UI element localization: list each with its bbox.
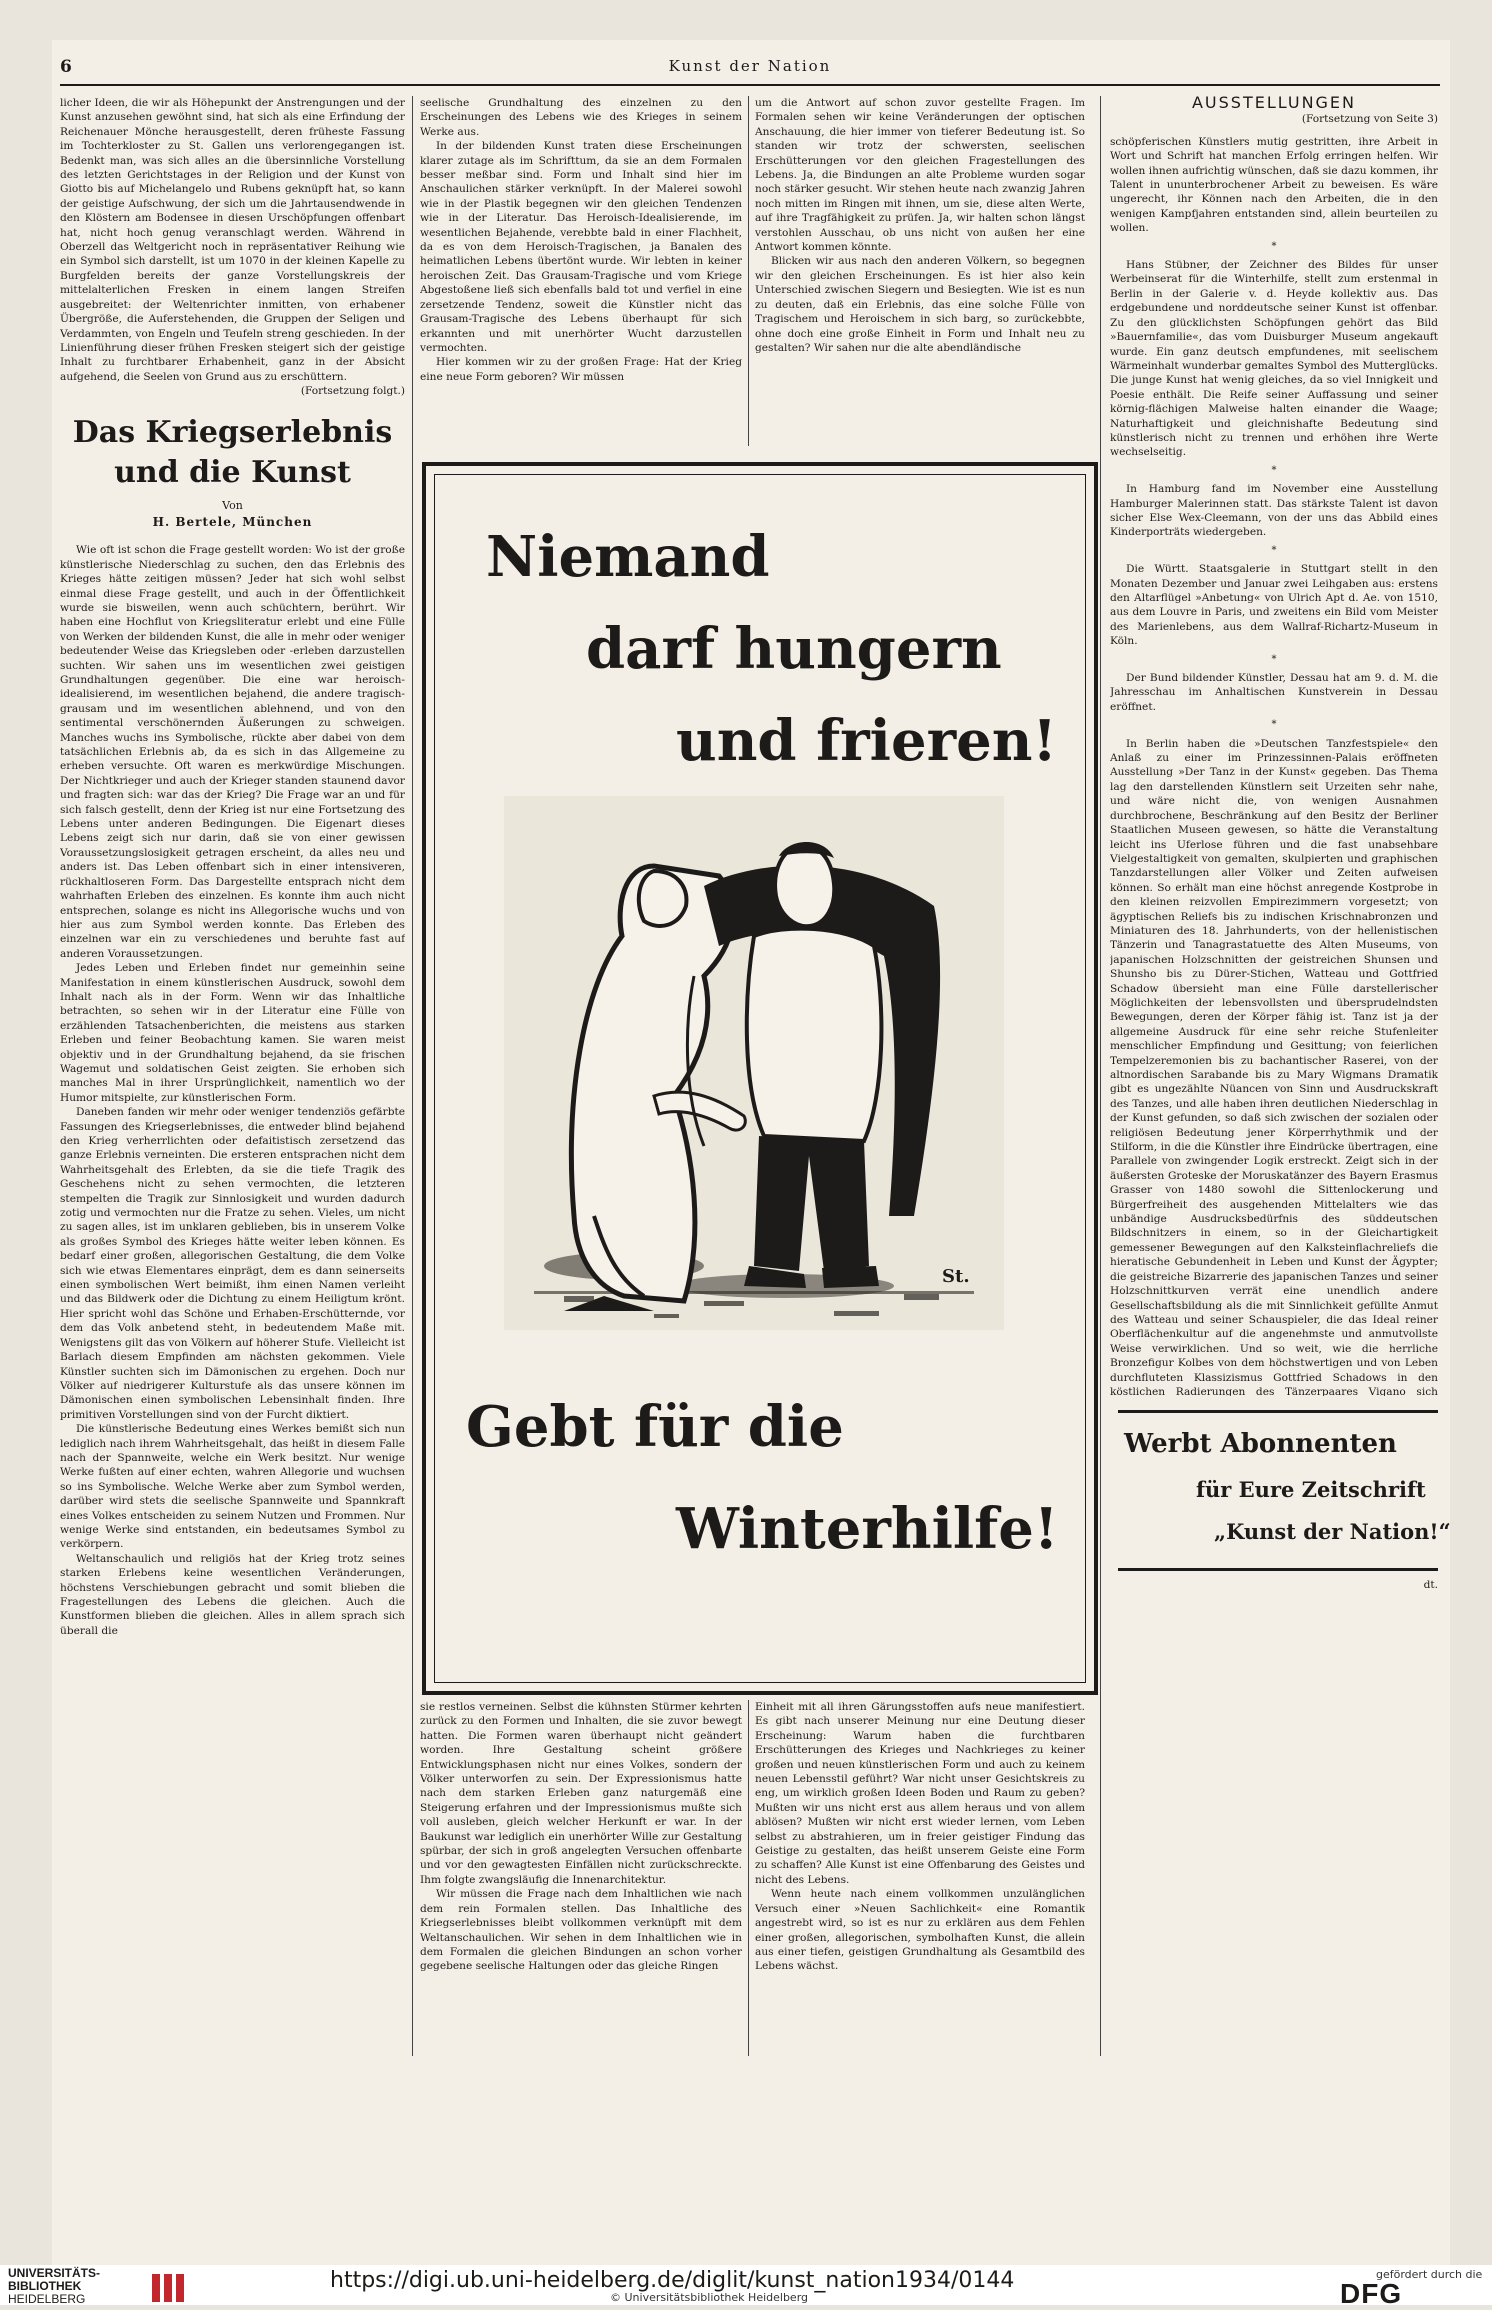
column-divider bbox=[1100, 96, 1101, 2056]
poster-line-3: und frieren! bbox=[676, 708, 1058, 774]
section-title: AUSSTELLUNGEN bbox=[1191, 96, 1357, 112]
separator-star: * bbox=[1271, 719, 1277, 731]
dfg-logo: DFG bbox=[1340, 2278, 1403, 2309]
separator-star: * bbox=[1271, 544, 1277, 556]
poster-line-4: Gebt für die bbox=[466, 1394, 844, 1460]
winterhilfe-poster bbox=[422, 462, 1098, 1695]
separator-star: * bbox=[1271, 464, 1277, 476]
subscription-ad bbox=[1118, 1410, 1451, 1571]
column-2-bottom bbox=[420, 1700, 742, 2056]
paragraph: Wir müssen die Frage nach dem Inhaltlichen wie nach dem rein Formalen stellen. Das Inhaltliche des Kriegserlebnisses bleibt vollkommen verknüpft mit dem Weltanschaulichen. Wir sehen in dem Inhaltlichen wie in dem Formalen die gleichen Bindungen an schon vorher gegebene seelische Haltungen oder das gleiche Ringen bbox=[420, 1888, 742, 1973]
paragraph: Blicken wir aus nach den anderen Völkern, so begegnen wir den gleichen Erscheinungen. Es ist hier also kein Unterschied zwischen Siegern und Besiegten. Wie ist es nun zu deuten, daß ein Erlebnis, das eine solche Fülle von Tragischem und Heroischem in sich barg, so zurückebbte, ohne doch eine große Einheit in Form und Inhalt neu zu gestalten? Wir sahen nur die alte abendländische bbox=[755, 255, 1085, 354]
publication-title: Kunst der Nation bbox=[668, 57, 832, 75]
paragraph: sie restlos verneinen. Selbst die kühnsten Stürmer kehrten zurück zu den Formen und Inhalten, die sie zuvor bewegt hatten. Die Formen waren überhaupt nicht geändert worden. Ihre Gestaltung scheint größere Entwicklungsphasen nicht nur eines Volkes, sondern der Völker unterworfen zu sein. Der Expressionismus hatte nach dem starken Erleben ganz naturgemäß eine Steigerung erfahren und der Impressionismus mußte sich voll ausleben, gleich welcher Herkunft er war. In der Baukunst war lediglich ein unerhörter Wille zur Gestaltung spürbar, der sich in groß angelegten Versuchen offenbarte und vor den gewagtesten Einfällen nicht zurückschreckte. Ihm folgte zwangsläufig die Innenarchitektur. bbox=[420, 1701, 742, 1886]
column-divider bbox=[748, 96, 749, 446]
poster-line-2: darf hungern bbox=[586, 616, 1002, 682]
column-1 bbox=[60, 96, 405, 2056]
institution-name bbox=[8, 2267, 100, 2306]
column-4 bbox=[1110, 96, 1438, 1396]
paragraph: Einheit mit all ihren Gärungsstoffen aufs neue manifestiert. Es gibt nach unserer Meinung nur eine Deutung dieser Erscheinung: Warum haben die furchtbaren Erschütterungen des Krieges und Nachkrieges zu keiner großen und neuen künstlerischen Form und auch zu keinem neuen Lebensstil geführt? War nicht unser Gesichtskreis zu eng, um wirklich großen Ideen Boden und Raum zu geben? Mußten wir uns nicht erst aus allem heraus und von allem ablösen? Mußten wir nicht erst wieder lernen, vom Leben selbst zu abstrahieren, um in freier geistiger Findung das Geistige zu gestalten, das heißt unserem Geiste eine Form zu schaffen? Alle Kunst ist eine Offenbarung des Geistes und nicht des Lebens. bbox=[755, 1701, 1085, 1886]
separator-star: * bbox=[1271, 240, 1277, 252]
copyright-notice: © Universitätsbibliothek Heidelberg bbox=[610, 2291, 809, 2304]
paragraph: Hier kommen wir zu der großen Frage: Hat der Krieg eine neue Form geboren? Wir müssen bbox=[420, 356, 742, 383]
paragraph: licher Ideen, die wir als Höhepunkt der Anstrengungen und der Kunst anzusehen gewöhnt sind, hat sich als eine Erfindung der Reichenauer Mönche herausgestellt, deren früheste Fassung im Tochterkloster zu St. Gallen uns verlorengegangen ist. Bedenkt man, was sich alles an die übersinnliche Vorstellung des letzten Gerichtstages in der Religion und der Kunst von Giotto bis auf Michelangelo und Rubens geknüpft hat, so kann der geistige Aufschwung, der sich um die Jahrtausendwende in den Klöstern am Bodensee in diesen Urschöpfungen offenbart hat, nicht hoch genug veranschlagt werden. Während in Oberzell das Weltgericht noch in repräsentativer Reihung wie ein Symbol sich darstellt, ist um 1070 in der kleinen Kapelle zu Burgfelden bereits der ganze Vorstellungskreis der mittelalterlichen Fresken in einem langen Streifen ausgebreitet: der Weltenrichter inmitten, von erhabener Übergröße, die Auferstehenden, die Gruppen der Seligen und Verdammten, von Engeln und Teufeln streng geschieden. In der Linienführung dieser frühen Fresken steigert sich der geistige Inhalt zu furchtbarer Erhabenheit, ganz in der Absicht aufgehend, die Seelen von Grund aus zu erschüttern. bbox=[60, 97, 405, 383]
permalink-url[interactable]: https://digi.ub.uni-heidelberg.de/diglit/kunst_nation1934/0144 bbox=[330, 2268, 1015, 2293]
paragraph: Weltanschaulich und religiös hat der Krieg trotz seines starken Erlebens keine wesentlichen Veränderungen, höchstens Verschiebungen gebracht und somit blieben die Fragestellungen des Lebens die gleichen. Auch die Kunstformen blieben die gleichen. Alles in allem sprach sich überall die bbox=[60, 1552, 405, 1637]
institution-line: BIBLIOTHEK bbox=[8, 2279, 82, 2293]
paragraph: In Berlin haben die »Deutschen Tanzfestspiele« den Anlaß zu einer im Prinzessinnen-Palais eröffneten Ausstellung »Der Tanz in der Kunst« gegeben. Das Thema lag den darstellenden Künstlern seit Urzeiten sehr nahe, und wäre nicht die, von wenigen Ausnahmen durchbrochene, Beschränkung auf den Besitz der Berliner Staatlichen Museen gewesen, so hätte die Veranstaltung leicht ins Uferlose führen und die fast unabsehbare Vielgestaltigkeit von gemalten, skulpierten und graphischen Tanzdarstellungen aller Völker und Zeiten aufweisen können. So erhält man eine höchst anregende Kostprobe in den kleinen reizvollen Empirezimmern vorgesetzt; von ägyptischen Reliefs bis zu indischen Krischnabronzen und Miniaturen des 18. Jahrhunderts, von der hellenistischen Tänzerin und Tanagrastatuette des Alten Museums, von japanischen Holzschnitten der geistreichen Shunsen und Shunsho bis zu Dürer-Stichen, Watteau und Gottfried Schadow übersieht man eine Fülle darstellerischer Möglichkeiten der lebensvollsten und übersprudelndsten Bewegungen, deren der Körper fähig ist. Tanz ist ja der allgemeine Ausdruck für eine sehr reiche Stufenleiter menschlicher Empfindung und Gesittung; von feierlichen Tempelzeremonien bis zu bachantischer Raserei, von der altnordischen Sarabande bis zu Mary Wigmans Dramatik gibt es ungezählte Nüancen von Sinn und Ausdruckskraft des Tanzes, und alle haben ihren deutlichen Niederschlag in der Kunst gefunden, so daß sich zwischen der sozialen oder religiösen Bedeutung jener Körperrhythmik und der Stilform, in die die Künstler ihre Eindrücke übertragen, eine Parallele von zwingender Logik erstreckt. Zeigt sich in der äußersten Groteske der Moruskatänzer des Bayern Erasmus Grasser von 1480 sowohl die Sittenlockerung und Bürgerfreiheit des ausgehenden Mittelalters wie das unbändige Ausdrucksbedürfnis des süddeutschen Bildschnitzers in einem, so in der Gleichartigkeit gemessener Bewegungen auf den Kalksteinflachreliefs die hieratische Gebundenheit in Leben und Kunst der Ägypter; die geistreiche Bizarrerie des japanischen Tanzes und seiner Holzschnittkurven verrät eine unendlich andere Gesellschaftsbildung als die mit Sinnlichkeit gefüllte Anmut des Watteau und seiner Schauspieler, die das Ideal reiner Oberflächenkultur auf die angenehmste und anmutvollste Weise verwirklichen. Und so weit, wie die herrliche Bronzefigur Kolbes von dem höchstwertigen und von Leben durchfluteten Klassizismus Gottfried Schadows in den köstlichen Radierungen des Tänzerpaares Vigano sich bbox=[1110, 737, 1438, 1396]
paragraph: Wie oft ist schon die Frage gestellt worden: Wo ist der große künstlerische Niederschlag zu suchen, den das Erlebnis des Krieges hätte zeitigen müssen? Jeder hat sich wohl selbst einmal diese Frage gestellt, und auch in der Öffentlichkeit wurde sie bisweilen, wenn auch schüchtern, berührt. Wir haben eine Hochflut von Kriegsliteratur erlebt und eine Fülle von Werken der bildenden Kunst, die alle in mehr oder weniger bedeutender Weise das Kriegsleben oder -erleben darzustellen suchten. Wir sahen uns im wesentlichen zwei geistigen Grundhaltungen gegenüber. Die eine war heroisch-idealisierend, im wesentlichen bejahend, die andere tragisch-grausam und im wesentlichen ablehnend, und von den sentimental verschönernden Äußerungen zu schweigen. Manches wuchs ins Symbolische, rückte aber dabei von dem tatsächlichen Erlebnis ab, da es sich in das Allgemeine zu erheben versuchte. Oft waren es merkwürdige Mischungen. Der Nichtkrieger und auch der Krieger standen staunend davor und fragten sich: war das der Krieg? Die Frage war an und für sich falsch gestellt, denn der Krieg ist nur eine Fortsetzung des Lebens unter anderen Bedingungen. Die Eigenart dieses Lebens zeigt sich nur darin, daß sie von einer gewissen Voraussetzungslosigkeit getragen erscheint, da alles neu und anders ist. Das Leben offenbart sich in einer intensiveren, rückhaltloseren Form. Das Dargestellte entsprach nicht dem wahrhaften Erleben des einzelnen. Es konnte ihm auch nicht entsprechen, solange es nicht ins Allegorische wuchs und von hier aus zum Symbol werden konnte. Das Erleben des einzelnen war ein zu verschiedenes und beruhte fast auf anderen Voraussetzungen. bbox=[60, 544, 405, 960]
signoff: dt. bbox=[1423, 1579, 1438, 1591]
column-divider bbox=[748, 1700, 749, 2056]
university-logo-icon bbox=[150, 2270, 186, 2304]
paragraph: schöpferischen Künstlers mutig gestritten, ihre Arbeit in Wort und Schrift hat manchen Erfolg erringen helfen. Wir wollen ihnen aufrichtig wünschen, daß sie dazu kommen, ihr Talent in ununterbrochener Arbeit zu beweisen. Es wäre ungerecht, ihr Können nach den Arbeiten, die in den wenigen Kampfjahren entstanden sind, allein beurteilen zu wollen. bbox=[1110, 135, 1438, 235]
poster-artist-signature: St. bbox=[942, 1266, 970, 1287]
section-subtitle: (Fortsetzung von Seite 3) bbox=[1301, 113, 1438, 126]
institution-line: UNIVERSITÄTS- bbox=[8, 2266, 101, 2280]
column-3-bottom bbox=[755, 1700, 1085, 2056]
paragraph: um die Antwort auf schon zuvor gestellte Fragen. Im Formalen sehen wir keine Veränderungen der optischen Anschauung, die hier immer von tieferer Bedeutung ist. So standen wir trotz der schwersten, seelischen Erschütterungen vor den gleichen Fragestellungen des Lebens. Ja, die Bindungen an alte Probleme wurden sogar noch stärker gesucht. Wir stehen heute nach zwanzig Jahren noch mitten im Ringen mit ihnen, um sie, diese alten Werte, auf ihre Tragfähigkeit zu prüfen. Ja, wir halten schon längst verstohlen Ausschau, ob uns nicht von außen her eine Antwort kommen könnte. bbox=[755, 97, 1085, 254]
paragraph: Daneben fanden wir mehr oder weniger tendenziös gefärbte Fassungen des Kriegserlebnisses, die entweder blind bejahend den Krieg verherrlichten oder defaitistisch zersetzend das ganze Erlebnis verneinten. Die ersteren entsprachen nicht dem Wahrheitsgehalt des Erlebten, da sie die tiefe Tragik des Geschehens nicht zu sehen vermochten, die letzteren stempelten die Tragik zur Sinnlosigkeit und wurden dadurch zotig und vermochten nur die Fratze zu sehen. Vieles, um nicht zu sagen alles, ist im unklaren geblieben, bis in unserem Volke als großes Symbol des Krieges hätte weiter leben können. Es bedarf einer großen, allegorischen Gestaltung, die dem Volke sich wie etwas Elementares einprägt, dem es dann seinerseits einen symbolischen Wert beimißt, ihm einen Namen verleiht und das Bildwerk oder die Dichtung zu einem Heiligtum krönt. Hier spricht wohl das Schöne und Erhaben-Erschütternde, vor dem das Volk anbetend steht, in bedeutendem Maße mit. Wenigstens gilt das von Völkern auf höherer Stufe. Vielleicht ist Barlach diesem Empfinden am nächsten gekommen. Viele Künstler suchten sich im Dämonischen zu ergehen. Doch nur Völker auf niedrigerer Kulturstufe als das unsere können im Dämonischen einen symbolischen Lebensinhalt finden. Ihre primitiven Vorstellungen sind von der Furcht diktiert. bbox=[60, 1106, 405, 1421]
paragraph: seelische Grundhaltung des einzelnen zu den Erscheinungen des Lebens wie des Krieges in seinem Werke aus. bbox=[420, 97, 742, 138]
column-3-top bbox=[755, 96, 1085, 446]
paragraph: In der bildenden Kunst traten diese Erscheinungen klarer zutage als im Schrifttum, da sie an dem Formalen besser meßbar sind. Form und Inhalt sind hier im Anschaulichen stärker verknüpft. In der Malerei sowohl wie in der Plastik begegnen wir den gleichen Tendenzen wie in der Literatur. Das Heroisch-Idealisierende, im wesentlichen Bejahende, verebbte bald in einer Flachheit, da es von dem Heroisch-Tragischen, ja Banalen des heimatlichen Lebens übertönt wurde. Wir lebten in keiner heroischen Zeit. Das Grausam-Tragische und vom Kriege Abgestoßene ließ sich ebenfalls bald tot und verfiel in eine zersetzende Tendenz, soweit die Künstler nicht das Grausam-Tragische des Lebens überhaupt für sich erkannten und mit unerhörter Wucht darzustellen vermochten. bbox=[420, 140, 742, 354]
paragraph: Der Bund bildender Künstler, Dessau hat am 9. d. M. die Jahresschau im Anhaltischen Kunstverein in Dessau eröffnet. bbox=[1110, 672, 1438, 713]
column-2-top bbox=[420, 96, 742, 446]
ad-line-3: „Kunst der Nation!“ bbox=[1214, 1519, 1451, 1544]
poster-illustration bbox=[504, 796, 1004, 1330]
paragraph: Wenn heute nach einem vollkommen unzulänglichen Versuch einer »Neuen Sachlichkeit« eine Romantik angestrebt wird, so ist es nur zu erklären aus dem Fehlen einer großen, allegorischen, symbolhaften Kunst, die allein aus einer tiefen, geistigen Grundhaltung als Gesamtbild des Lebens wächst. bbox=[755, 1888, 1085, 1973]
ad-line-2: für Eure Zeitschrift bbox=[1196, 1477, 1426, 1502]
mother-and-son-illustration bbox=[504, 796, 1004, 1330]
poster-line-1: Niemand bbox=[486, 524, 770, 590]
continued-note: (Fortsetzung folgt.) bbox=[300, 385, 405, 398]
column-divider bbox=[412, 96, 413, 2056]
institution-line: HEIDELBERG bbox=[8, 2292, 86, 2306]
article-author: H. Bertele, München bbox=[152, 514, 313, 529]
article-title: Das Kriegserlebnis und die Kunst bbox=[72, 414, 393, 490]
paragraph: Jedes Leben und Erleben findet nur gemeinhin seine Manifestation in einem künstlerischen Ausdruck, sowohl dem Inhalt nach als in der Form. Wenn wir das Inhaltliche betrachten, so sehen wir in der Literatur eine Fülle von erzählenden Tatsachenberichten, die meistens aus starken Erleben und feiner Beobachtung kamen. Sie waren meist objektiv und in der Grundhaltung bejahend, da sie frischen Wagemut und soldatischen Geist zeigten. Sie erhoben sich manches Mal in ihrer Ursprünglichkeit, namentlich wo der Humor mitspielte, zur künstlerischen Form. bbox=[60, 962, 405, 1104]
funded-by-label: gefördert durch die bbox=[1376, 2268, 1483, 2281]
column-4-bottom bbox=[1110, 1578, 1438, 2056]
page-header bbox=[60, 55, 1440, 79]
col1-top-text bbox=[60, 96, 405, 399]
paragraph: Hans Stübner, der Zeichner des Bildes für unser Werbeinserat für die Winterhilfe, stellt zum erstenmal in Berlin in der Galerie v. d. Heyde kollektiv aus. Das erdgebundene und norddeutsche seiner Kunst ist offenbar. Zu den glücklichsten Schöpfungen gehört das Bild »Bauernfamilie«, das vom Duisburger Museum angekauft wurde. Ein ganz deutsch empfundenes, mit seelischem Wärmeinhalt wunderbar gemaltes Symbol des Mutterglücks. Die junge Kunst hat wenig gleiches, da so viel Innigkeit und Poesie enthält. Die Reife seiner Auffassung und seiner körnig-flächigen Malweise halten einander die Waage; Naturhaftigkeit und gleichnishafte Bedeutung sind künstlerisch nicht zu trennen und erhöhen ihre Werte wechselseitig. bbox=[1110, 259, 1438, 459]
separator-star: * bbox=[1271, 653, 1277, 665]
poster-line-5: Winterhilfe! bbox=[676, 1496, 1059, 1562]
article-by: Von bbox=[222, 498, 243, 512]
paragraph: In Hamburg fand im November eine Ausstellung Hamburger Malerinnen statt. Das stärkste Talent ist davon sicher Else Wex-Cleemann, von der uns das Abbild eines Kinderporträts wiedergeben. bbox=[1110, 483, 1438, 539]
paragraph: Die Württ. Staatsgalerie in Stuttgart stellt in den Monaten Dezember und Januar zwei Leihgaben aus: erstens den Altarflügel »Anbetung« von Ulrich Apt d. Ae. von 1510, aus dem Louvre in Paris, und zweitens ein Bild vom Meister des Marienlebens, aus dem Wallraf-Richartz-Museum in Köln. bbox=[1110, 563, 1438, 648]
header-rule bbox=[60, 84, 1440, 86]
paragraph: Die künstlerische Bedeutung eines Werkes bemißt sich nun lediglich nach ihrem Wahrheitsgehalt, das heißt in diesem Falle nach der Spannweite, welche ein Werk besitzt. Nur wenige Werke fußten auf einer echten, wahren Allegorie und wuchsen so ins Symbolische. Welche Werke aber zum Symbol werden, darüber wird stets die seelische Spannweite und Spannkraft eines Volkes entscheiden zu seinem Nutzen und Frommen. Nur wenige Werke sind entstanden, ein bedeutsames Symbol zu verkörpern. bbox=[60, 1423, 405, 1551]
page-number: 6 bbox=[60, 57, 72, 77]
ad-line-1: Werbt Abonnenten bbox=[1124, 1429, 1397, 1459]
